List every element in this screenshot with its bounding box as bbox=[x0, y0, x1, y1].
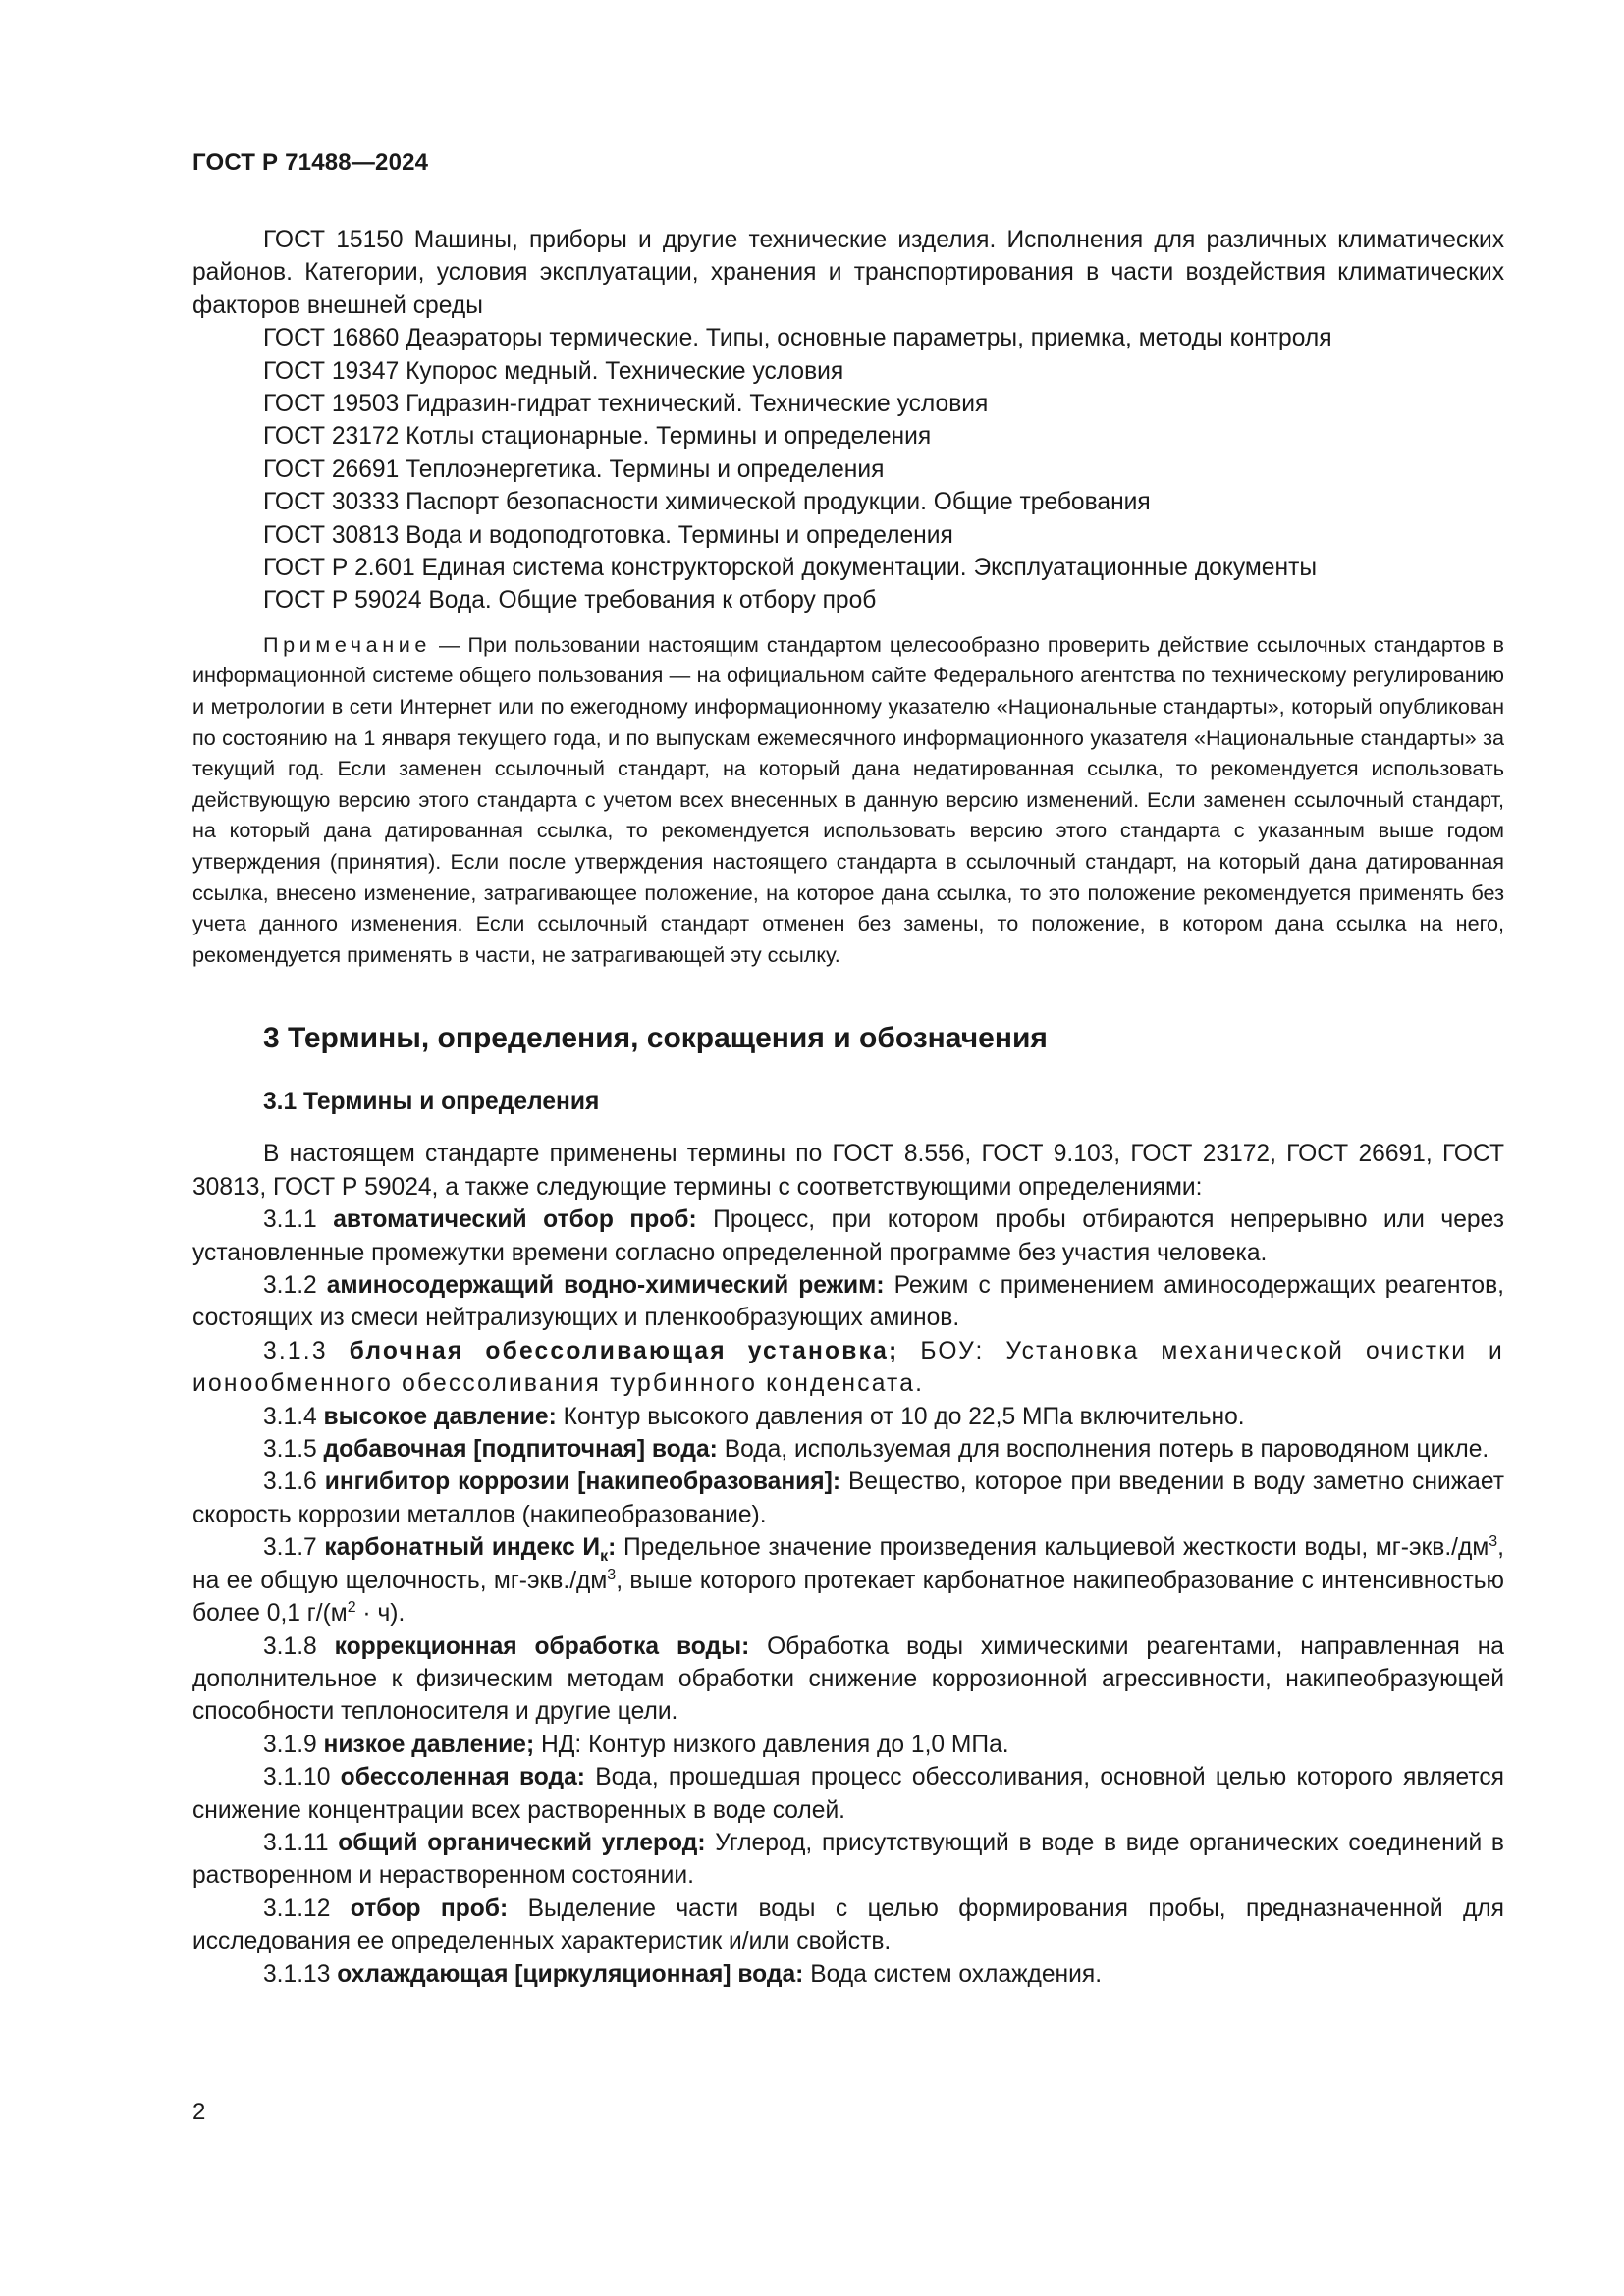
term-name: низкое давление; bbox=[323, 1731, 535, 1758]
reference-item: ГОСТ 15150 Машины, приборы и другие технические изделия. Исполнения для различных климатических районов. Категории, условия эксплуатации, хранения и транспортирования в части воздействия климатических факторов внешней среды bbox=[192, 227, 1504, 319]
term-number: 3.1.11 bbox=[263, 1829, 329, 1856]
term-entry bbox=[192, 1203, 1504, 1269]
term-definition: Выделение части воды с целью формирования пробы, предназначенной для исследования ее определенных характеристик и/или свойств. bbox=[192, 1895, 1504, 1955]
term-entry bbox=[192, 1893, 1504, 1958]
term-entry bbox=[192, 1630, 1504, 1729]
reference-item: ГОСТ Р 59024 Вода. Общие требования к отбору проб bbox=[263, 587, 877, 614]
term-number: 3.1.12 bbox=[263, 1895, 331, 1922]
reference-item: ГОСТ 30333 Паспорт безопасности химической продукции. Общие требования bbox=[263, 489, 1151, 516]
term-number: 3.1.2 bbox=[263, 1272, 317, 1300]
note-paragraph bbox=[192, 629, 1504, 971]
term-name: добавочная [подпиточная] вода: bbox=[323, 1436, 718, 1464]
superscript: 2 bbox=[347, 1598, 356, 1616]
term-definition: Обработка воды химическими реагентами, направленная на дополнительное к физическим методам обработки снижение коррозионной агрессивности, накипеобразующей способности теплоносителя и другие цели. bbox=[192, 1632, 1504, 1726]
term-definition: Вода систем охлаждения. bbox=[810, 1960, 1103, 1988]
term-entry bbox=[192, 1531, 1504, 1629]
term-definition: Углерод, присутствующий в воде в виде органических соединений в растворенном и нерастворенном состоянии. bbox=[192, 1829, 1504, 1890]
note-label: Примечание bbox=[263, 631, 431, 657]
term-number: 3.1.4 bbox=[263, 1403, 317, 1430]
term-name: отбор проб: bbox=[350, 1895, 509, 1922]
reference-item: ГОСТ 26691 Теплоэнергетика. Термины и определения bbox=[263, 455, 885, 483]
term-entry bbox=[192, 1433, 1504, 1466]
term-number: 3.1.8 bbox=[263, 1632, 317, 1660]
definition-part: , на ее общую щелочность, мг-экв./дм bbox=[192, 1534, 1504, 1594]
term-number: 3.1.13 bbox=[263, 1960, 331, 1988]
document-header: ГОСТ Р 71488—2024 bbox=[192, 149, 429, 176]
terms-intro: В настоящем стандарте применены термины по ГОСТ 8.556, ГОСТ 9.103, ГОСТ 23172, ГОСТ 26691, ГОСТ 30813, ГОСТ Р 59024, а также следующие термины с соответствующими определениями: bbox=[192, 1141, 1504, 1201]
term-definition: Вещество, которое при введении в воду заметно снижает скорость коррозии металлов (накипеобразование). bbox=[192, 1468, 1504, 1528]
reference-item: ГОСТ 30813 Вода и водоподготовка. Термины и определения bbox=[263, 521, 953, 549]
term-name: коррекционная обработка воды: bbox=[334, 1632, 750, 1660]
reference-item: ГОСТ 19503 Гидразин-гидрат технический. Технические условия bbox=[263, 391, 989, 418]
term-number: 3.1.1 bbox=[263, 1206, 317, 1234]
term-number: 3.1.7 bbox=[263, 1534, 317, 1562]
page-content bbox=[192, 224, 1504, 1991]
term-name: аминосодержащий водно-химический режим: bbox=[326, 1272, 885, 1300]
term-entry bbox=[192, 1958, 1504, 1991]
term-definition: Режим с применением аминосодержащих реагентов, состоящих из смеси нейтрализующих и пленкообразующих аминов. bbox=[192, 1272, 1504, 1332]
term-name: блочная обессоливающая установка; bbox=[349, 1337, 899, 1364]
term-name: автоматический отбор проб: bbox=[333, 1206, 697, 1234]
term-definition: Контур высокого давления от 10 до 22,5 МПа включительно. bbox=[563, 1403, 1245, 1430]
section-heading: 3 Термины, определения, сокращения и обозначения bbox=[263, 1022, 1048, 1055]
term-name: охлаждающая [циркуляционная] вода: bbox=[337, 1960, 804, 1988]
term-entry bbox=[192, 1466, 1504, 1531]
term-definition: БОУ: Установка механической очистки и ионообменного обессоливания турбинного конденсата. bbox=[192, 1337, 1504, 1398]
page-number: 2 bbox=[192, 2099, 206, 2125]
term-number: 3.1.10 bbox=[263, 1764, 331, 1791]
term-colon: : bbox=[608, 1534, 617, 1562]
term-definition: Вода, прошедшая процесс обессоливания, основной целью которого является снижение концентрации всех растворенных в воде солей. bbox=[192, 1764, 1504, 1824]
reference-item: ГОСТ Р 2.601 Единая система конструкторской документации. Эксплуатационные документы bbox=[263, 555, 1318, 582]
term-entry bbox=[192, 1761, 1504, 1827]
term-name: общий органический углерод: bbox=[338, 1829, 706, 1856]
term-name bbox=[324, 1534, 617, 1566]
reference-item: ГОСТ 23172 Котлы стационарные. Термины и определения bbox=[263, 423, 932, 451]
term-entry bbox=[192, 1401, 1504, 1433]
term-number: 3.1.3 bbox=[263, 1337, 328, 1364]
term-name: высокое давление: bbox=[323, 1403, 557, 1430]
superscript: 3 bbox=[1489, 1533, 1498, 1551]
term-entry bbox=[192, 1269, 1504, 1335]
subsection-heading: 3.1 Термины и определения bbox=[263, 1089, 600, 1116]
term-number: 3.1.5 bbox=[263, 1436, 317, 1464]
reference-item: ГОСТ 16860 Деаэраторы термические. Типы, основные параметры, приемка, методы контроля bbox=[263, 325, 1332, 352]
definition-part: · ч). bbox=[355, 1600, 406, 1628]
note-text: — При пользовании настоящим стандартом целесообразно проверить действие ссылочных стандартов в информационной системе общего пользования — на официальном сайте Федерального агентства по техническому регулированию и метрологии в сети Интернет или по ежегодному информационному указателю «Национальные стандарты», который опубликован по состоянию на 1 января текущего года, и по выпускам ежемесячного информационного указателя «Национальные стандарты» за текущий год. Если заменен ссылочный стандарт, на который дана недатированная ссылка, то рекомендуется использовать действующую версию этого стандарта с учетом всех внесенных в данную версию изменений. Если заменен ссылочный стандарт, на который дана датированная ссылка, то рекомендуется использовать версию этого стандарта с указанным выше годом утверждения (принятия). Если после утверждения настоящего стандарта в ссылочный стандарт, на который дана датированная ссылка, внесено изменение, затрагивающее положение, на которое дана ссылка, то это положение рекомендуется применять без учета данного изменения. Если ссылочный стандарт отменен без замены, то положение, в котором дана ссылка на него, рекомендуется применять в части, не затрагивающей эту ссылку. bbox=[192, 631, 1504, 967]
definition-part: Предельное значение произведения кальциевой жесткости воды, мг-экв./дм bbox=[623, 1534, 1489, 1562]
term-entry bbox=[192, 1335, 1504, 1401]
term-number: 3.1.9 bbox=[263, 1731, 317, 1758]
term-entry bbox=[192, 1729, 1504, 1761]
term-definition: НД: Контур низкого давления до 1,0 МПа. bbox=[541, 1731, 1009, 1758]
term-number: 3.1.6 bbox=[263, 1468, 317, 1496]
term-name: ингибитор коррозии [накипеобразования]: bbox=[324, 1468, 841, 1496]
term-name-text: карбонатный индекс И bbox=[324, 1534, 601, 1562]
term-name: обессоленная вода: bbox=[340, 1764, 585, 1791]
definition-part: , выше которого протекает карбонатное накипеобразование с интенсивностью более 0,1 г/(м bbox=[192, 1567, 1504, 1628]
term-definition: Процесс, при котором пробы отбираются непрерывно или через установленные промежутки времени согласно определенной программе без участия человека. bbox=[192, 1206, 1504, 1266]
reference-item: ГОСТ 19347 Купорос медный. Технические условия bbox=[263, 357, 844, 385]
term-entry bbox=[192, 1827, 1504, 1893]
term-definition: Вода, используемая для восполнения потерь в пароводяном цикле. bbox=[724, 1436, 1489, 1464]
superscript: 3 bbox=[607, 1566, 617, 1583]
term-subscript: к bbox=[600, 1548, 609, 1566]
